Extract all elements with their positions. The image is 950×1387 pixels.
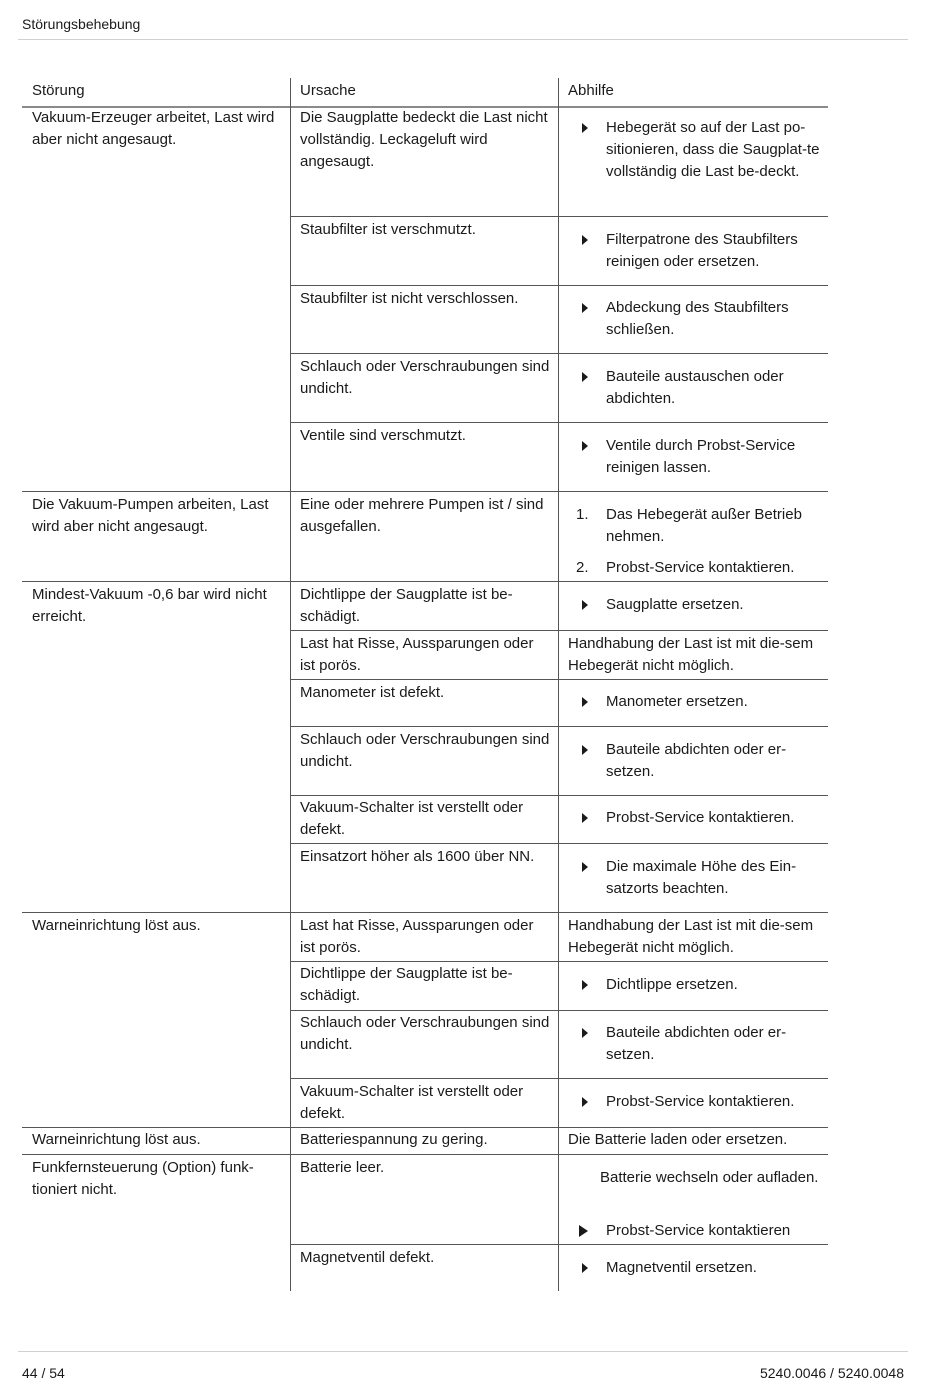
ursache-cell: Batterie leer.	[300, 1159, 385, 1176]
abhilfe-text: Manometer ersetzen.	[606, 693, 748, 710]
ursache-cell: Dichtlippe der Saugplatte ist be-schädigt.	[300, 965, 513, 1004]
arrow-icon	[576, 974, 600, 997]
row-divider	[290, 216, 828, 217]
column-divider	[290, 78, 291, 1291]
row-divider	[290, 795, 828, 796]
abhilfe-text: Abdeckung des Staubfilters schließen.	[606, 299, 789, 338]
abhilfe-text: Probst-Service kontaktieren.	[606, 559, 795, 576]
row-divider	[290, 353, 828, 354]
arrow-icon	[576, 366, 600, 389]
abhilfe-text: Probst-Service kontaktieren.	[606, 1093, 795, 1110]
stoerung-cell: Funkfernsteuerung (Option) funk-tioniert nicht.	[32, 1159, 254, 1198]
arrow-icon	[576, 739, 600, 762]
group-divider	[22, 581, 828, 582]
abhilfe-text: Saugplatte ersetzen.	[606, 596, 744, 613]
abhilfe-text: Bauteile abdichten oder er-setzen.	[606, 741, 787, 780]
arrow-icon	[576, 297, 600, 320]
abhilfe-cell: Handhabung der Last ist mit die-sem Hebegerät nicht möglich.	[568, 917, 814, 956]
abhilfe-text: Probst-Service kontaktieren.	[606, 809, 795, 826]
ursache-cell: Staubfilter ist nicht verschlossen.	[300, 290, 519, 307]
row-divider	[290, 961, 828, 962]
stoerung-cell: Warneinrichtung löst aus.	[32, 917, 201, 934]
group-divider	[22, 491, 828, 492]
ursache-cell: Manometer ist defekt.	[300, 684, 445, 701]
row-divider	[290, 285, 828, 286]
row-divider	[290, 1010, 828, 1011]
ursache-cell: Vakuum-Schalter ist verstellt oder defekt.	[300, 799, 524, 838]
ursache-cell: Ventile sind verschmutzt.	[300, 427, 466, 444]
abhilfe-text: Hebegerät so auf der Last po-sitionieren, dass die Saugplat-te vollständig die Last be-deckt.	[606, 119, 820, 180]
page-header-title: Störungsbehebung	[22, 16, 141, 32]
row-divider	[290, 679, 828, 680]
group-divider	[22, 1154, 828, 1155]
ursache-cell: Schlauch oder Verschraubungen sind undicht.	[300, 731, 550, 770]
arrow-icon	[576, 1257, 600, 1280]
ursache-cell: Last hat Risse, Aussparungen oder ist porös.	[300, 635, 534, 674]
abhilfe-cell: Die Batterie laden oder ersetzen.	[568, 1131, 788, 1148]
group-divider	[22, 1127, 828, 1128]
abhilfe-note: Batterie wechseln oder aufladen.	[600, 1169, 819, 1186]
abhilfe-text: Das Hebegerät außer Betrieb nehmen.	[606, 506, 802, 545]
ursache-cell: Eine oder mehrere Pumpen ist / sind ausgefallen.	[300, 496, 544, 535]
page-number: 44 / 54	[22, 1365, 65, 1381]
stoerung-cell: Die Vakuum-Pumpen arbeiten, Last wird aber nicht angesaugt.	[32, 496, 269, 535]
ursache-cell: Staubfilter ist verschmutzt.	[300, 221, 476, 238]
row-divider	[290, 1078, 828, 1079]
row-divider	[290, 843, 828, 844]
ursache-cell: Batteriespannung zu gering.	[300, 1131, 488, 1148]
step-number: 1.	[576, 506, 589, 523]
row-divider	[290, 1244, 828, 1245]
arrow-icon	[576, 1022, 600, 1045]
column-header-ursache: Ursache	[300, 82, 356, 99]
table-header	[22, 78, 828, 108]
stoerung-cell: Vakuum-Erzeuger arbeitet, Last wird aber nicht angesaugt.	[32, 109, 275, 148]
column-header-abhilfe: Abhilfe	[568, 82, 614, 99]
row-divider	[290, 422, 828, 423]
ursache-cell: Einsatzort höher als 1600 über NN.	[300, 848, 535, 865]
arrow-icon	[576, 807, 600, 830]
abhilfe-text: Dichtlippe ersetzen.	[606, 976, 738, 993]
column-divider	[558, 78, 559, 1291]
arrow-icon	[576, 594, 600, 617]
stoerung-cell: Warneinrichtung löst aus.	[32, 1131, 201, 1148]
ursache-cell: Die Saugplatte bedeckt die Last nicht vollständig. Leckageluft wird angesaugt.	[300, 109, 548, 170]
abhilfe-cell: Handhabung der Last ist mit die-sem Hebegerät nicht möglich.	[568, 635, 814, 674]
arrow-icon	[576, 691, 600, 714]
arrow-icon	[576, 229, 600, 252]
column-header-stoerung: Störung	[32, 82, 85, 99]
abhilfe-text: Filterpatrone des Staubfilters reinigen oder ersetzen.	[606, 231, 798, 270]
ursache-cell: Schlauch oder Verschraubungen sind undicht.	[300, 358, 550, 397]
group-divider	[22, 912, 828, 913]
document-reference: 5240.0046 / 5240.0048	[759, 1365, 904, 1381]
arrow-icon	[576, 1220, 600, 1244]
footer-rule	[18, 1351, 908, 1352]
arrow-icon	[576, 1091, 600, 1114]
header-rule	[18, 39, 908, 40]
abhilfe-text: Probst-Service kontaktieren	[606, 1222, 791, 1239]
arrow-icon	[576, 435, 600, 458]
row-divider	[290, 726, 828, 727]
abhilfe-text: Ventile durch Probst-Service reinigen lassen.	[606, 437, 796, 476]
ursache-cell: Magnetventil defekt.	[300, 1249, 435, 1266]
row-divider	[290, 630, 828, 631]
abhilfe-text: Bauteile abdichten oder er-setzen.	[606, 1024, 787, 1063]
step-number: 2.	[576, 559, 589, 576]
arrow-icon	[576, 856, 600, 879]
abhilfe-text: Bauteile austauschen oder abdichten.	[606, 368, 784, 407]
abhilfe-text: Die maximale Höhe des Ein-satzorts beachten.	[606, 858, 797, 897]
ursache-cell: Schlauch oder Verschraubungen sind undicht.	[300, 1014, 550, 1053]
stoerung-cell: Mindest-Vakuum -0,6 bar wird nicht erreicht.	[32, 586, 267, 625]
ursache-cell: Dichtlippe der Saugplatte ist be-schädigt.	[300, 586, 513, 625]
ursache-cell: Vakuum-Schalter ist verstellt oder defekt.	[300, 1083, 524, 1122]
arrow-icon	[576, 117, 600, 140]
abhilfe-text: Magnetventil ersetzen.	[606, 1259, 757, 1276]
ursache-cell: Last hat Risse, Aussparungen oder ist porös.	[300, 917, 534, 956]
